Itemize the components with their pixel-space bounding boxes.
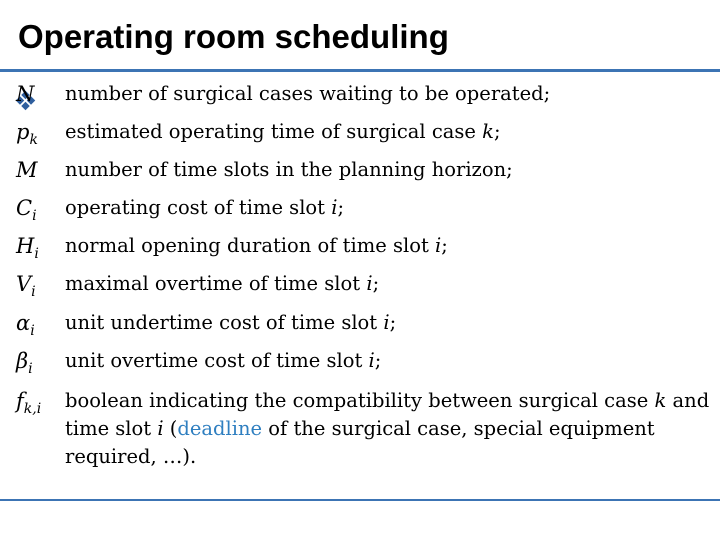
definition-row bbox=[0, 196, 720, 234]
definition-text: operating cost of time slot i; bbox=[65, 196, 345, 219]
definition-row bbox=[0, 311, 720, 349]
slide-title: Operating room scheduling bbox=[18, 18, 449, 55]
symbol: $H_i$ bbox=[16, 234, 39, 263]
definition-text-line-2: time slot i (deadline of the surgical case, special equipment bbox=[65, 417, 655, 440]
definition-row bbox=[0, 389, 720, 469]
deadline-link[interactable]: deadline bbox=[177, 417, 263, 440]
definition-row bbox=[0, 82, 720, 120]
symbol: N bbox=[16, 82, 35, 106]
definition-row bbox=[0, 272, 720, 310]
definition-text-line-1: boolean indicating the compatibility between surgical case k and bbox=[65, 389, 710, 412]
definition-row bbox=[0, 234, 720, 272]
definition-text: unit undertime cost of time slot i; bbox=[65, 311, 397, 334]
symbol: $\alpha_i$ bbox=[16, 311, 35, 340]
symbol: $p_k$ bbox=[16, 120, 38, 149]
definition-text-line-3: required, …). bbox=[65, 445, 197, 468]
symbol: $\beta_i$ bbox=[16, 349, 33, 378]
definition-text: maximal overtime of time slot i; bbox=[65, 272, 380, 295]
symbol: M bbox=[16, 158, 38, 182]
definition-row bbox=[0, 349, 720, 387]
definition-text: normal opening duration of time slot i; bbox=[65, 234, 448, 257]
definition-text: unit overtime cost of time slot i; bbox=[65, 349, 382, 372]
definition-row bbox=[0, 158, 720, 196]
title-divider bbox=[0, 69, 720, 72]
definition-text: estimated operating time of surgical case k; bbox=[65, 120, 501, 143]
symbol: $C_i$ bbox=[16, 196, 37, 225]
definition-text: number of time slots in the planning horizon; bbox=[65, 158, 513, 181]
footer-divider bbox=[0, 499, 720, 501]
definition-row bbox=[0, 120, 720, 158]
symbol: $f_{k,i}$ bbox=[16, 389, 42, 418]
symbol: $V_i$ bbox=[16, 272, 36, 301]
definition-text: number of surgical cases waiting to be operated; bbox=[65, 82, 551, 105]
